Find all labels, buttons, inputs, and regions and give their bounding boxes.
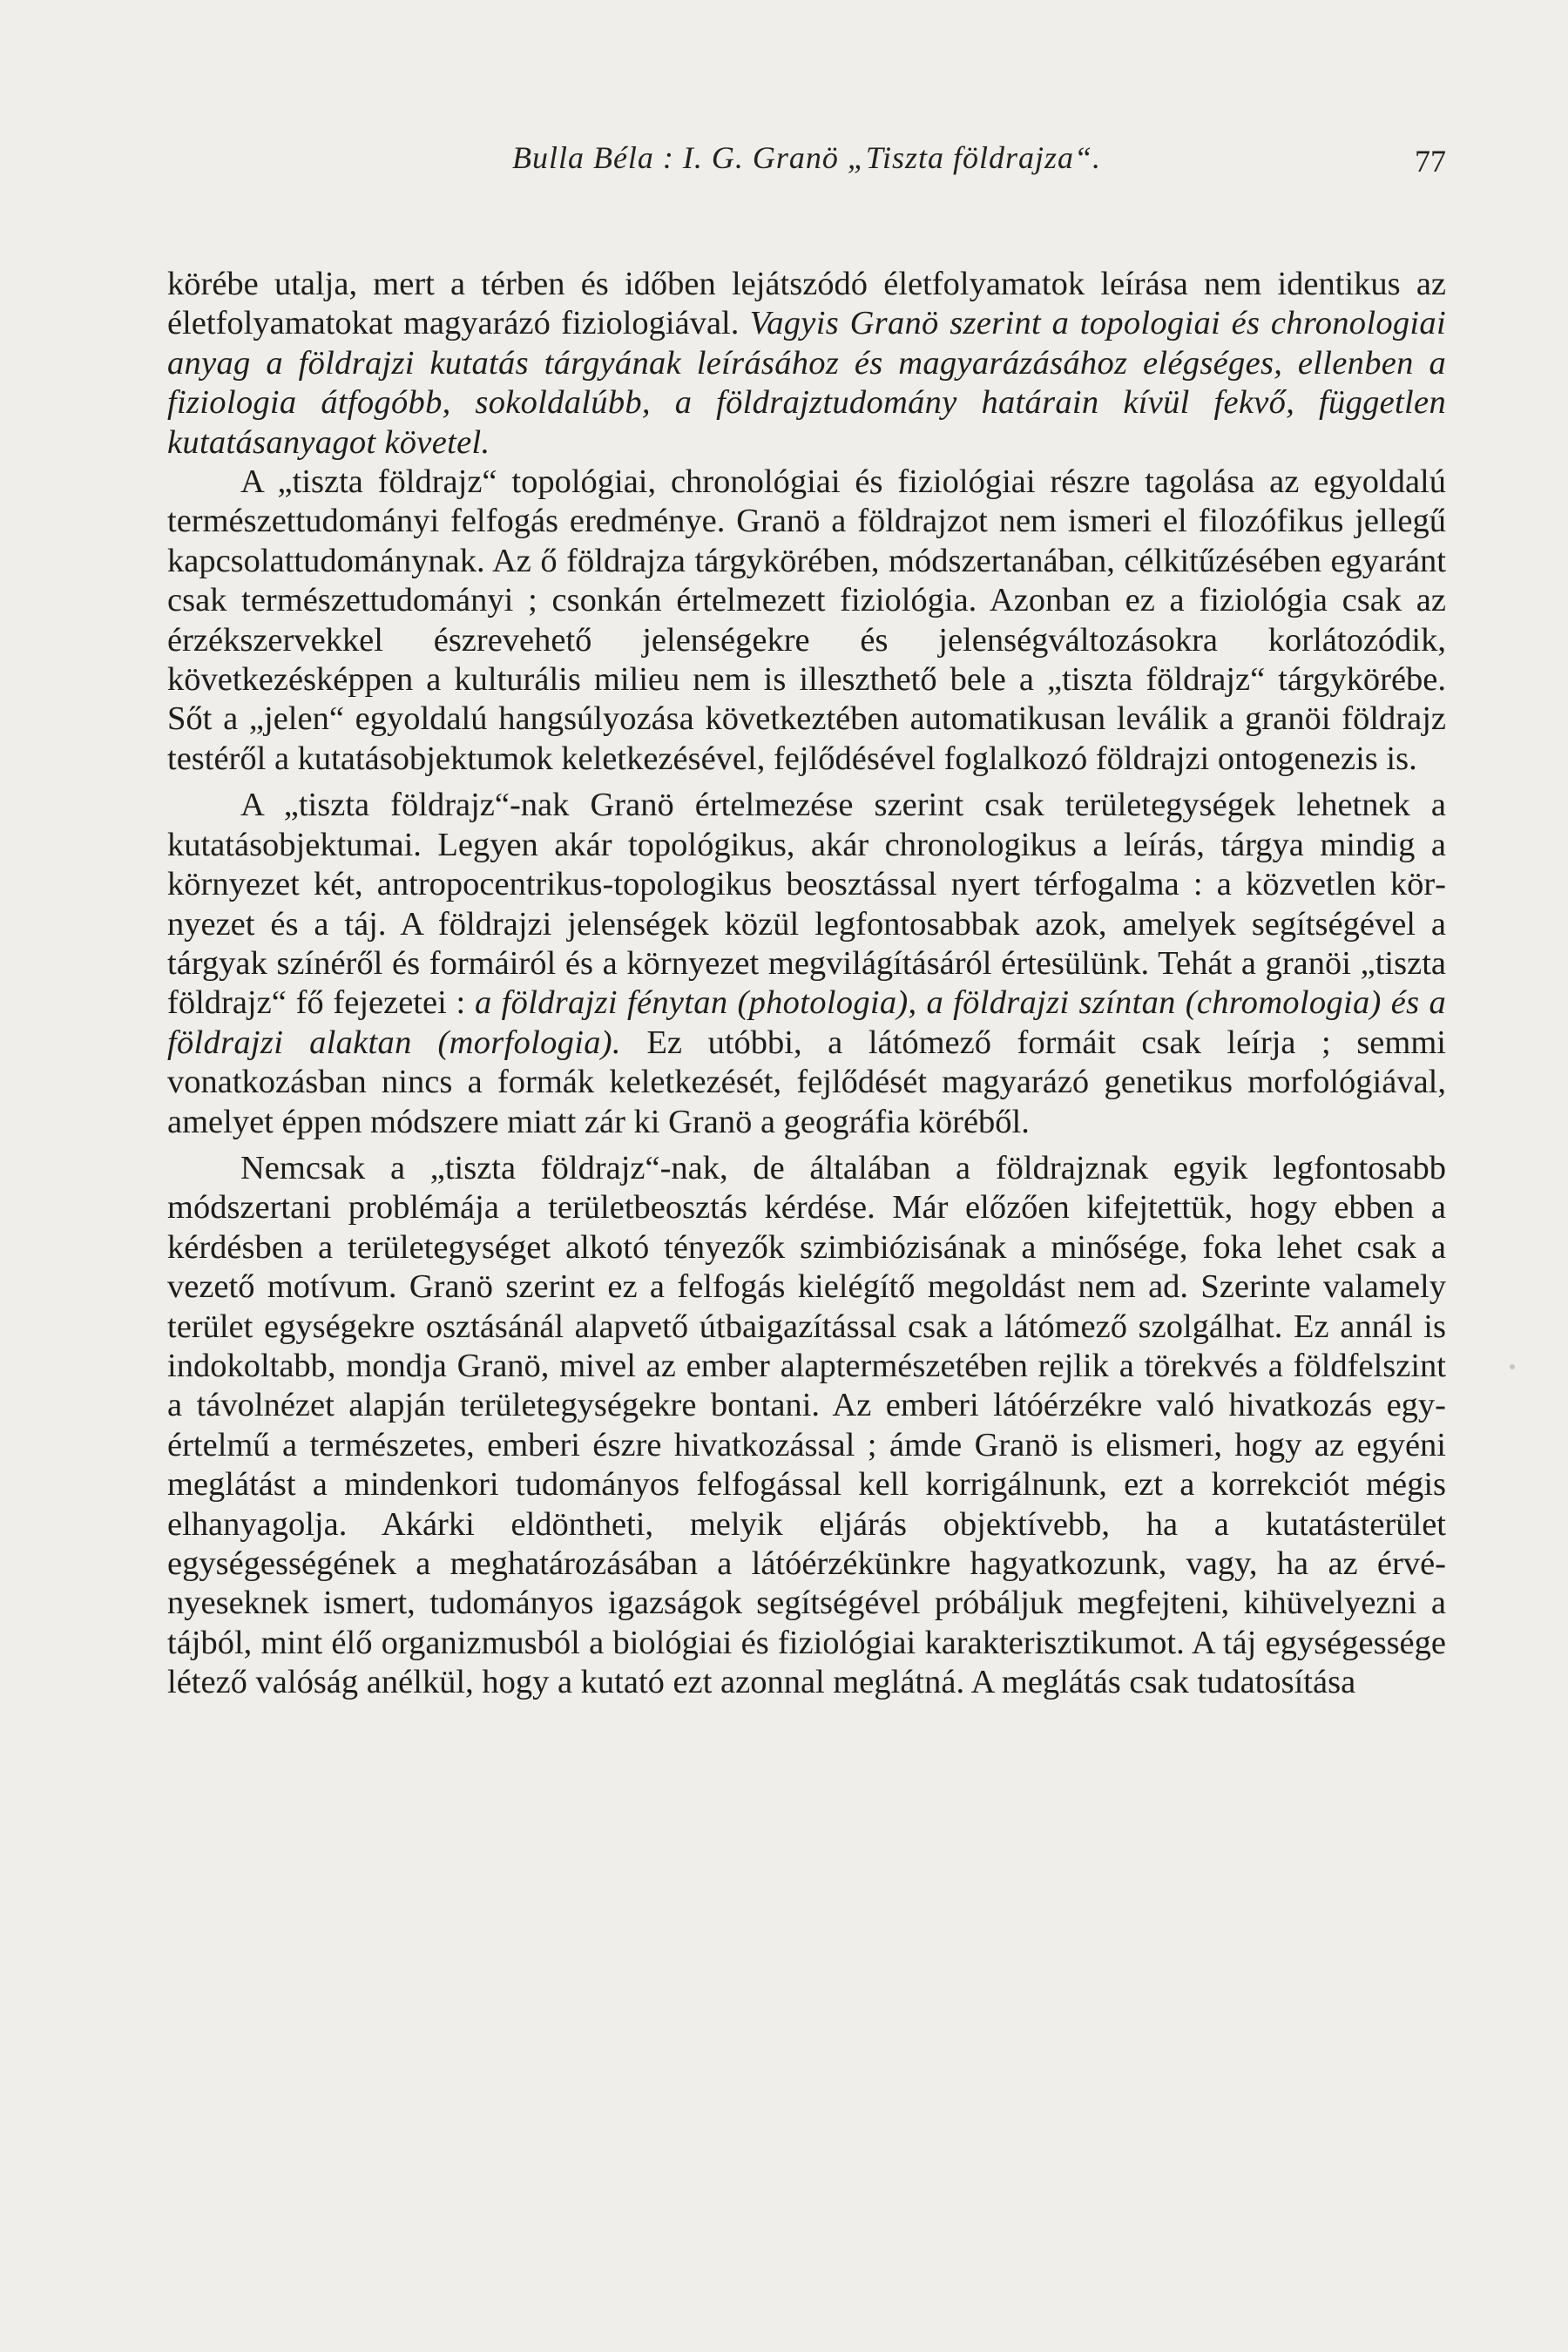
page-number: 77 xyxy=(1415,144,1446,179)
paragraph-continuation xyxy=(167,265,1446,463)
paragraph: Nemcsak a „tiszta földrajz“-nak, de általában a földrajznak egyik legfontosabb módszertani problémája a területbeosztás kérdése. Már előzően kifejtettük, hogy ebben a kérdésben a területegységet alkotó tényezők szimbiózisának a minősége, foka lehet csak a vezető motívum. Granö szerint ez a felfogás kielégítő megoldást nem ad. Szerinte valamely terület egységekre osztásánál alapvető útbaigazítással csak a látómező szolgálhat. Ez annál is indokoltabb, mondja Granö, mivel az ember alaptermészetében rejlik a törekvés a földfelszint a távolnézet alapján területegységekre bontani. Az emberi látóérzékre való hivatkozás egyértelmű a természetes, emberi észre hivatkozással ; ámde Granö is elismeri, hogy az egyéni meglátást a mindenkori tudományos felfogással kell korrigálnunk, ezt a korrekciót mégis elhanyagolja. Akárki eldöntheti, melyik eljárás objektívebb, ha a kutatásterület egységességének a meghatározásában a látóérzékünkre hagyatkozunk, vagy, ha az érvényeseknek ismert, tudományos igazságok segítségével próbáljuk megfejteni, kihüvelyezni a tájból, mint élő organizmusból a biológiai és fiziológiai karakterisztikumot. A táj egységessége létező valóság anélkül, hogy a kutató ezt azonnal meglátná. A meglátás csak tudatosítása xyxy=(167,1149,1446,1701)
paper-speck xyxy=(1510,1364,1515,1369)
paragraph-text: Ez utóbbi, a látómező formáit csak leírja ; semmi vonatkozásban nincs a formák keletkezését, fejlődését magyarázó genetikus morfológiával, amelyet éppen módszere miatt zár ki Granö a geográfia köréből. xyxy=(167,1024,1446,1140)
running-header-title: Bulla Béla : I. G. Granö „Tiszta földrajza“. xyxy=(511,140,1102,175)
body-text xyxy=(167,265,1446,1703)
paragraph-text: körébe utalja, mert a térben és időben lejátszódó életfolyamatok leírása nem identikus az életfolyamatokat magyarázó fiziologiával. xyxy=(167,266,1446,342)
paragraph-italic-text: a földrajzi fénytan (photologia), a földrajzi színtan (chromologia) és a földrajzi alaktan (morfologia). xyxy=(167,984,1447,1061)
paragraph xyxy=(167,786,1446,1142)
paragraph-text: A „tiszta földrajz“-nak Granö értelmezése szerint csak területegységek lehetnek a kutatásobjektumai. Legyen akár topológikus, akár chronologikus a leírás, tárgya mindig a környezet két, antropocentrikus-topologikus beosztással nyert térfogalma : a közvetlen környezet és a táj. A földrajzi jelenségek közül legfontosabbak azok, amelyek segítségével a tárgyak színéről és formáiról és a környezet megvilágításáról értesülünk. Tehát a granöi „tiszta földrajz“ fő fejezetei : xyxy=(167,787,1446,1022)
paragraph: A „tiszta földrajz“ topológiai, chronológiai és fiziológiai részre tagolása az egyoldalú természettudományi felfogás eredménye. Granö a földrajzot nem ismeri el filozófikus jellegű kapcsolattudománynak. Az ő földrajza tárgykörében, módszertanában, célkitűzésében egyaránt csak természettudományi ; csonkán értelmezett fiziológia. Azonban ez a fiziológia csak az érzékszervekkel észrevehető jelenségekre és jelenségváltozásokra korlátozódik, következésképpen a kulturális milieu nem is illeszthető bele a „tiszta földrajz“ tárgykörébe. Sőt a „jelen“ egyoldalú hangsúlyozása következtében automatikusan leválik a granöi földrajz testéről a kutatásobjektumok keletkezésével, fejlődésével foglalkozó földrajzi ontogenezis is. xyxy=(167,463,1446,777)
paragraph-italic-text: Vagyis Granö szerint a topologiai és chronologiai anyag a földrajzi kutatás tárgyának leírásához és magyarázásához elégséges, ellenben a fiziologia átfogóbb, sokoldalúbb, a földrajztudomány határain kívül fekvő, független kutatásanyagot követel. xyxy=(167,305,1446,461)
running-header xyxy=(167,139,1446,192)
